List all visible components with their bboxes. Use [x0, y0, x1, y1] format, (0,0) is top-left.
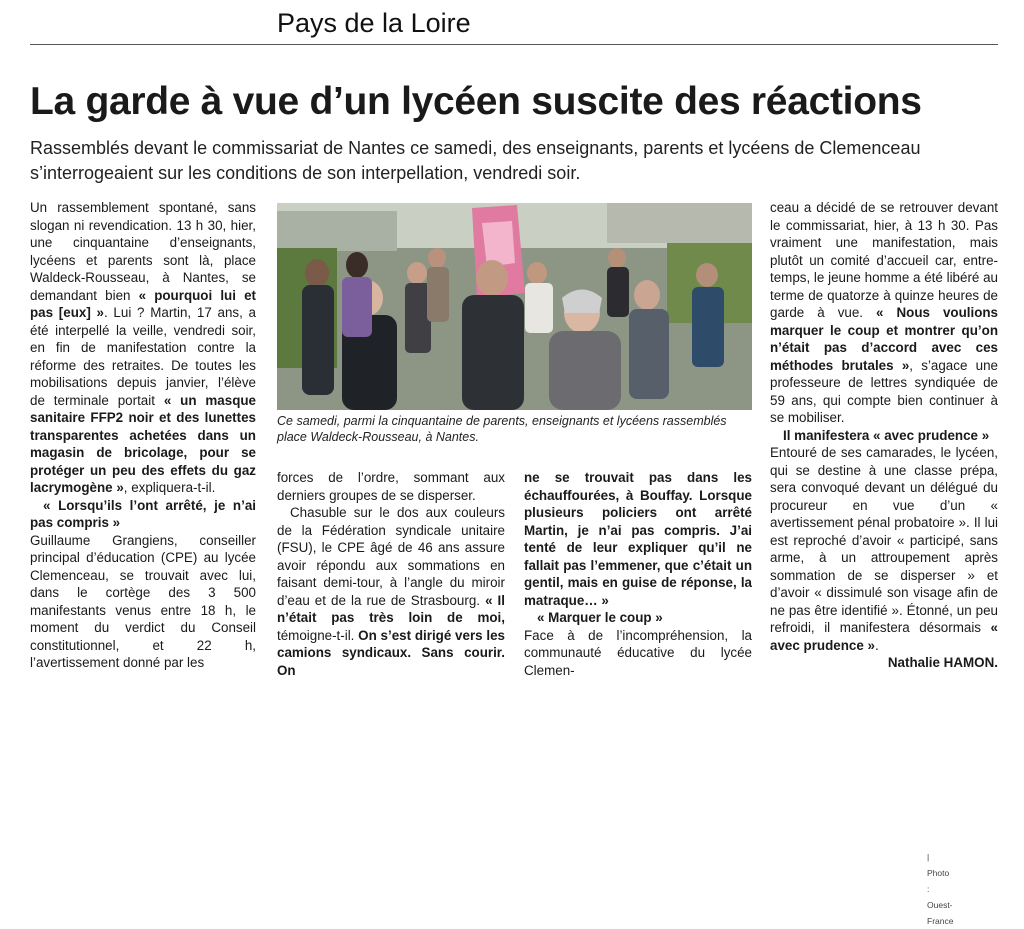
photo-credit: | Photo : Ouest-France [927, 852, 954, 926]
photo-illustration [277, 203, 752, 410]
col2-quote: On s’est dirigé vers les camions syndicaux. Sans courir. On [277, 627, 505, 678]
col4-text: ceau a décidé de se retrouver devant le commissariat, hier, à 13 h 30. Pas vraiment une manifestation, mais plutôt un comité d’accueil car, entre-temps, le jeune homme a été libéré au terme de quatorze à quinze heures de garde à vue. [770, 200, 998, 320]
col1-quote-1: « pourquoi lui et pas [eux] » [30, 287, 256, 320]
col1-paragraph-2: Guillaume Grangiens, conseiller principal d’éducation (CPE) au lycée Clemenceau, se trouvait avec lui, dans le cortège des 3 500 manifestants venus entre 18 h, le moment du verdict du Conseil constitutionnel, et 22 h, l’avertissement donné par les [30, 532, 256, 670]
col4-paragraph-1 [770, 199, 998, 427]
col1-paragraph-1 [30, 199, 256, 497]
column-3 [524, 469, 752, 679]
col3-subhead: « Marquer le coup » [537, 610, 663, 625]
col1-text: . Lui ? Martin, 17 ans, a été interpellé la veille, vendredi soir, en fin de manifestation contre la réforme des retraites. De toutes les mobilisations depuis janvier, l’élève de terminale portait [30, 305, 256, 408]
col2-text: Chasuble sur le dos aux couleurs de la Fédération syndicale unitaire (FSU), le CPE âgé de 46 ans assure avoir répondu aux sommations en faisant demi-tour, à l’angle du miroir d’eau et de la rue de Strasbourg. [277, 505, 505, 608]
col2-quote: « Il n’était pas très loin de moi, [277, 592, 505, 625]
standfirst: Rassemblés devant le commissariat de Nantes ce samedi, des enseignants, parents et lycéens de Clemenceau s’interrogeaient sur les conditions de son interpellation, vendredi soir. [30, 138, 921, 183]
caption-text: Ce samedi, parmi la cinquantaine de parents, enseignants et lycéens rassemblés place Waldeck-Rousseau, à Nantes. [277, 414, 727, 444]
col3-quote: ne se trouvait pas dans les échauffourées, à Bouffay. Lorsque plusieurs policiers ont arrêté Martin, je n’ai pas compris. J’ai tenté de leur expliquer qu’il ne fallait pas l’emmener, que c’était un gentil, mais en guise de réponse, la matraque… » [524, 470, 752, 608]
col4-subhead: Il manifestera « avec prudence » [783, 427, 990, 443]
col4-text: , s’agace une professeure de lettres syndiquée de 59 ans, qui compte bien continuer à se mobiliser. [770, 357, 998, 425]
column-2 [277, 469, 505, 679]
col1-text: Un rassemblement spontané, sans slogan ni revendication. 13 h 30, hier, une cinquantaine d’enseignants, lycéens et parents sont là, place Waldeck-Rousseau, à Nantes, se demandant bien [30, 200, 256, 303]
col1-quote-2: « un masque sanitaire FFP2 noir et des lunettes transparentes achetées dans un magasin de bricolage, pour se protéger un peu des effets du gaz lacrymogène » [30, 392, 256, 495]
author-signature: Nathalie HAMON. [887, 655, 998, 670]
col4-text: . [874, 637, 879, 653]
col3-paragraph-2: Face à de l’incompréhension, la communauté éducative du lycée Clemen- [524, 627, 752, 678]
section-label: Pays de la Loire [277, 8, 471, 38]
col4-quote: « Nous voulions marquer le coup et montrer qu’on n’était pas d’accord avec ces méthodes brutales » [770, 305, 998, 373]
col2-paragraph-1: forces de l’ordre, sommant aux derniers groupes de se disperser. [277, 470, 505, 503]
col4-text: Entouré de ses camarades, le lycéen, qui se destine à une classe prépa, sera convoqué devant un délégué du procureur en vue d’un « avertissement pénal probatoire ». Il lui est reproché d’avoir « participé, sans arme, à un attroupement après sommation de se disperser » et d’avoir « dissimulé son visage afin de ne pas être identifié ». Étonné, un peu refroidi, il manifestera désormais [770, 445, 998, 635]
column-4 [770, 199, 998, 672]
col2-text: témoigne-t-il. [277, 627, 359, 643]
col2-paragraph-2 [277, 504, 505, 679]
section-rule [30, 44, 998, 45]
headline: La garde à vue d’un lycéen suscite des réactions [30, 80, 922, 123]
column-1 [30, 199, 256, 672]
col4-quote: « avec prudence » [770, 620, 998, 653]
col4-paragraph-2 [770, 444, 998, 654]
photo-rally [277, 203, 752, 410]
col1-subhead: « Lorsqu’ils l’ont arrêté, je n’ai pas compris » [30, 497, 256, 530]
col3-paragraph-1 [524, 469, 752, 609]
col1-text: , expliquera-t-il. [123, 480, 216, 495]
